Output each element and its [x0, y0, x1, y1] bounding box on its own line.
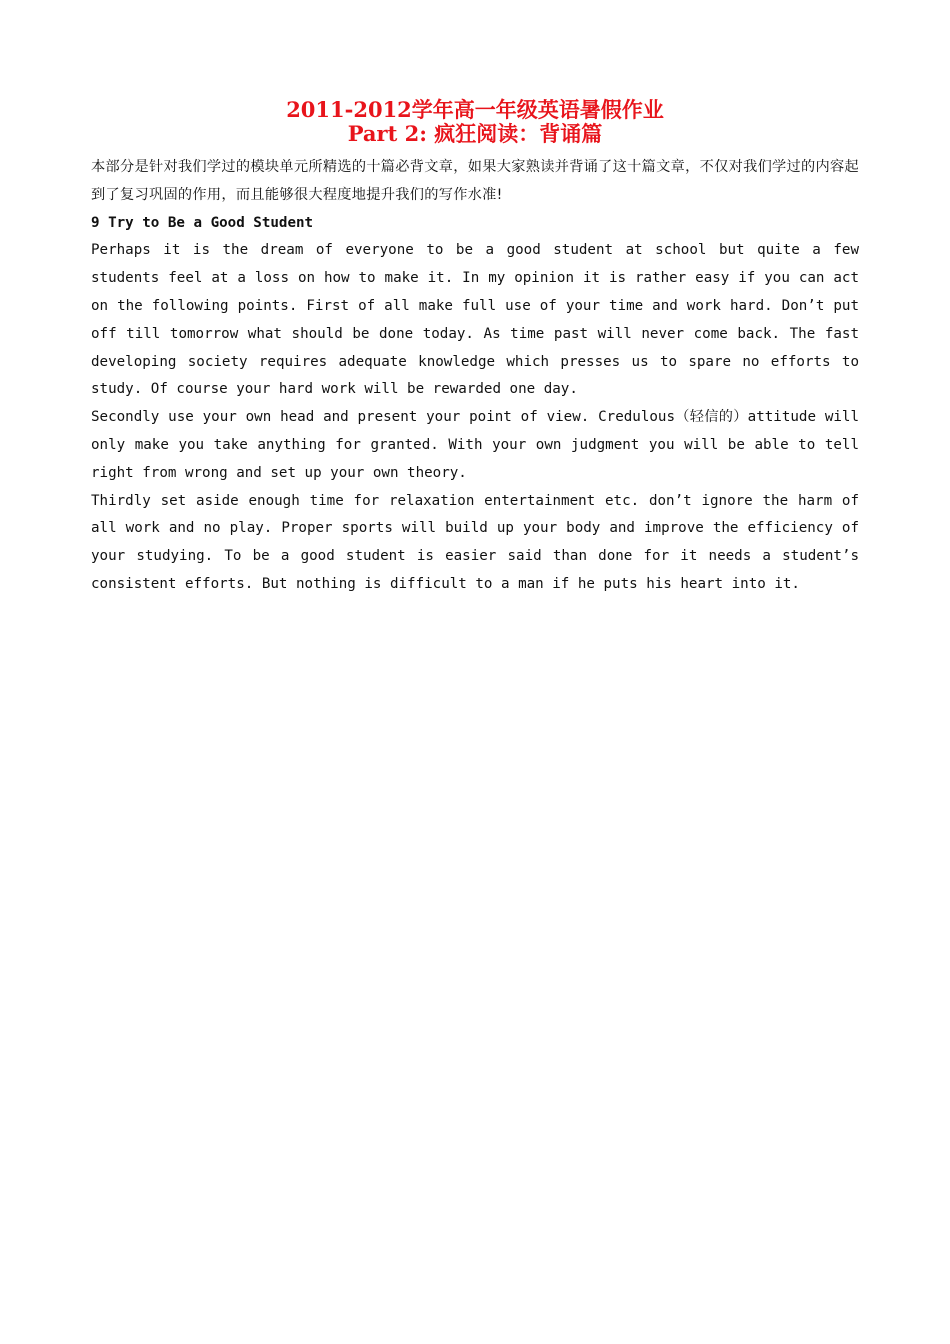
- article-title: 9 Try to Be a Good Student: [91, 214, 314, 231]
- page-title: 2011-2012学年高一年级英语暑假作业: [286, 97, 664, 122]
- page-subtitle: Part 2: 疯狂阅读：背诵篇: [347, 121, 603, 146]
- article-paragraph-2: Secondly use your own head and present your point of view. Credulous（轻信的）attitude will only make you take anything for granted. With your own judgment you will be able to tell right from wrong and set up your own theory.: [91, 409, 859, 481]
- article-paragraph-3: Thirdly set aside enough time for relaxation entertainment etc. don’t ignore the harm of all work and no play. Proper sports will build up your body and improve the efficiency of your studying. To be a good student is easier said than done for it needs a student’s consistent efforts. But nothing is difficult to a man if he puts his heart into it.: [91, 492, 859, 592]
- article-paragraph-1: Perhaps it is the dream of everyone to be a good student at school but quite a few students feel at a loss on how to make it. In my opinion it is rather easy if you can act on the following points. First of all make full use of your time and work hard. Don’t put off till tomorrow what should be done today. As time past will never come back. The fast developing society requires adequate knowledge which presses us to spare no efforts to study. Of course your hard work will be rewarded one day.: [91, 242, 859, 398]
- document-body: [91, 154, 859, 599]
- intro-paragraph: 本部分是针对我们学过的模块单元所精选的十篇必背文章，如果大家熟读并背诵了这十篇文章，不仅对我们学过的内容起到了复习巩固的作用，而且能够很大程度地提升我们的写作水准!: [91, 159, 859, 203]
- document-header: [0, 98, 950, 146]
